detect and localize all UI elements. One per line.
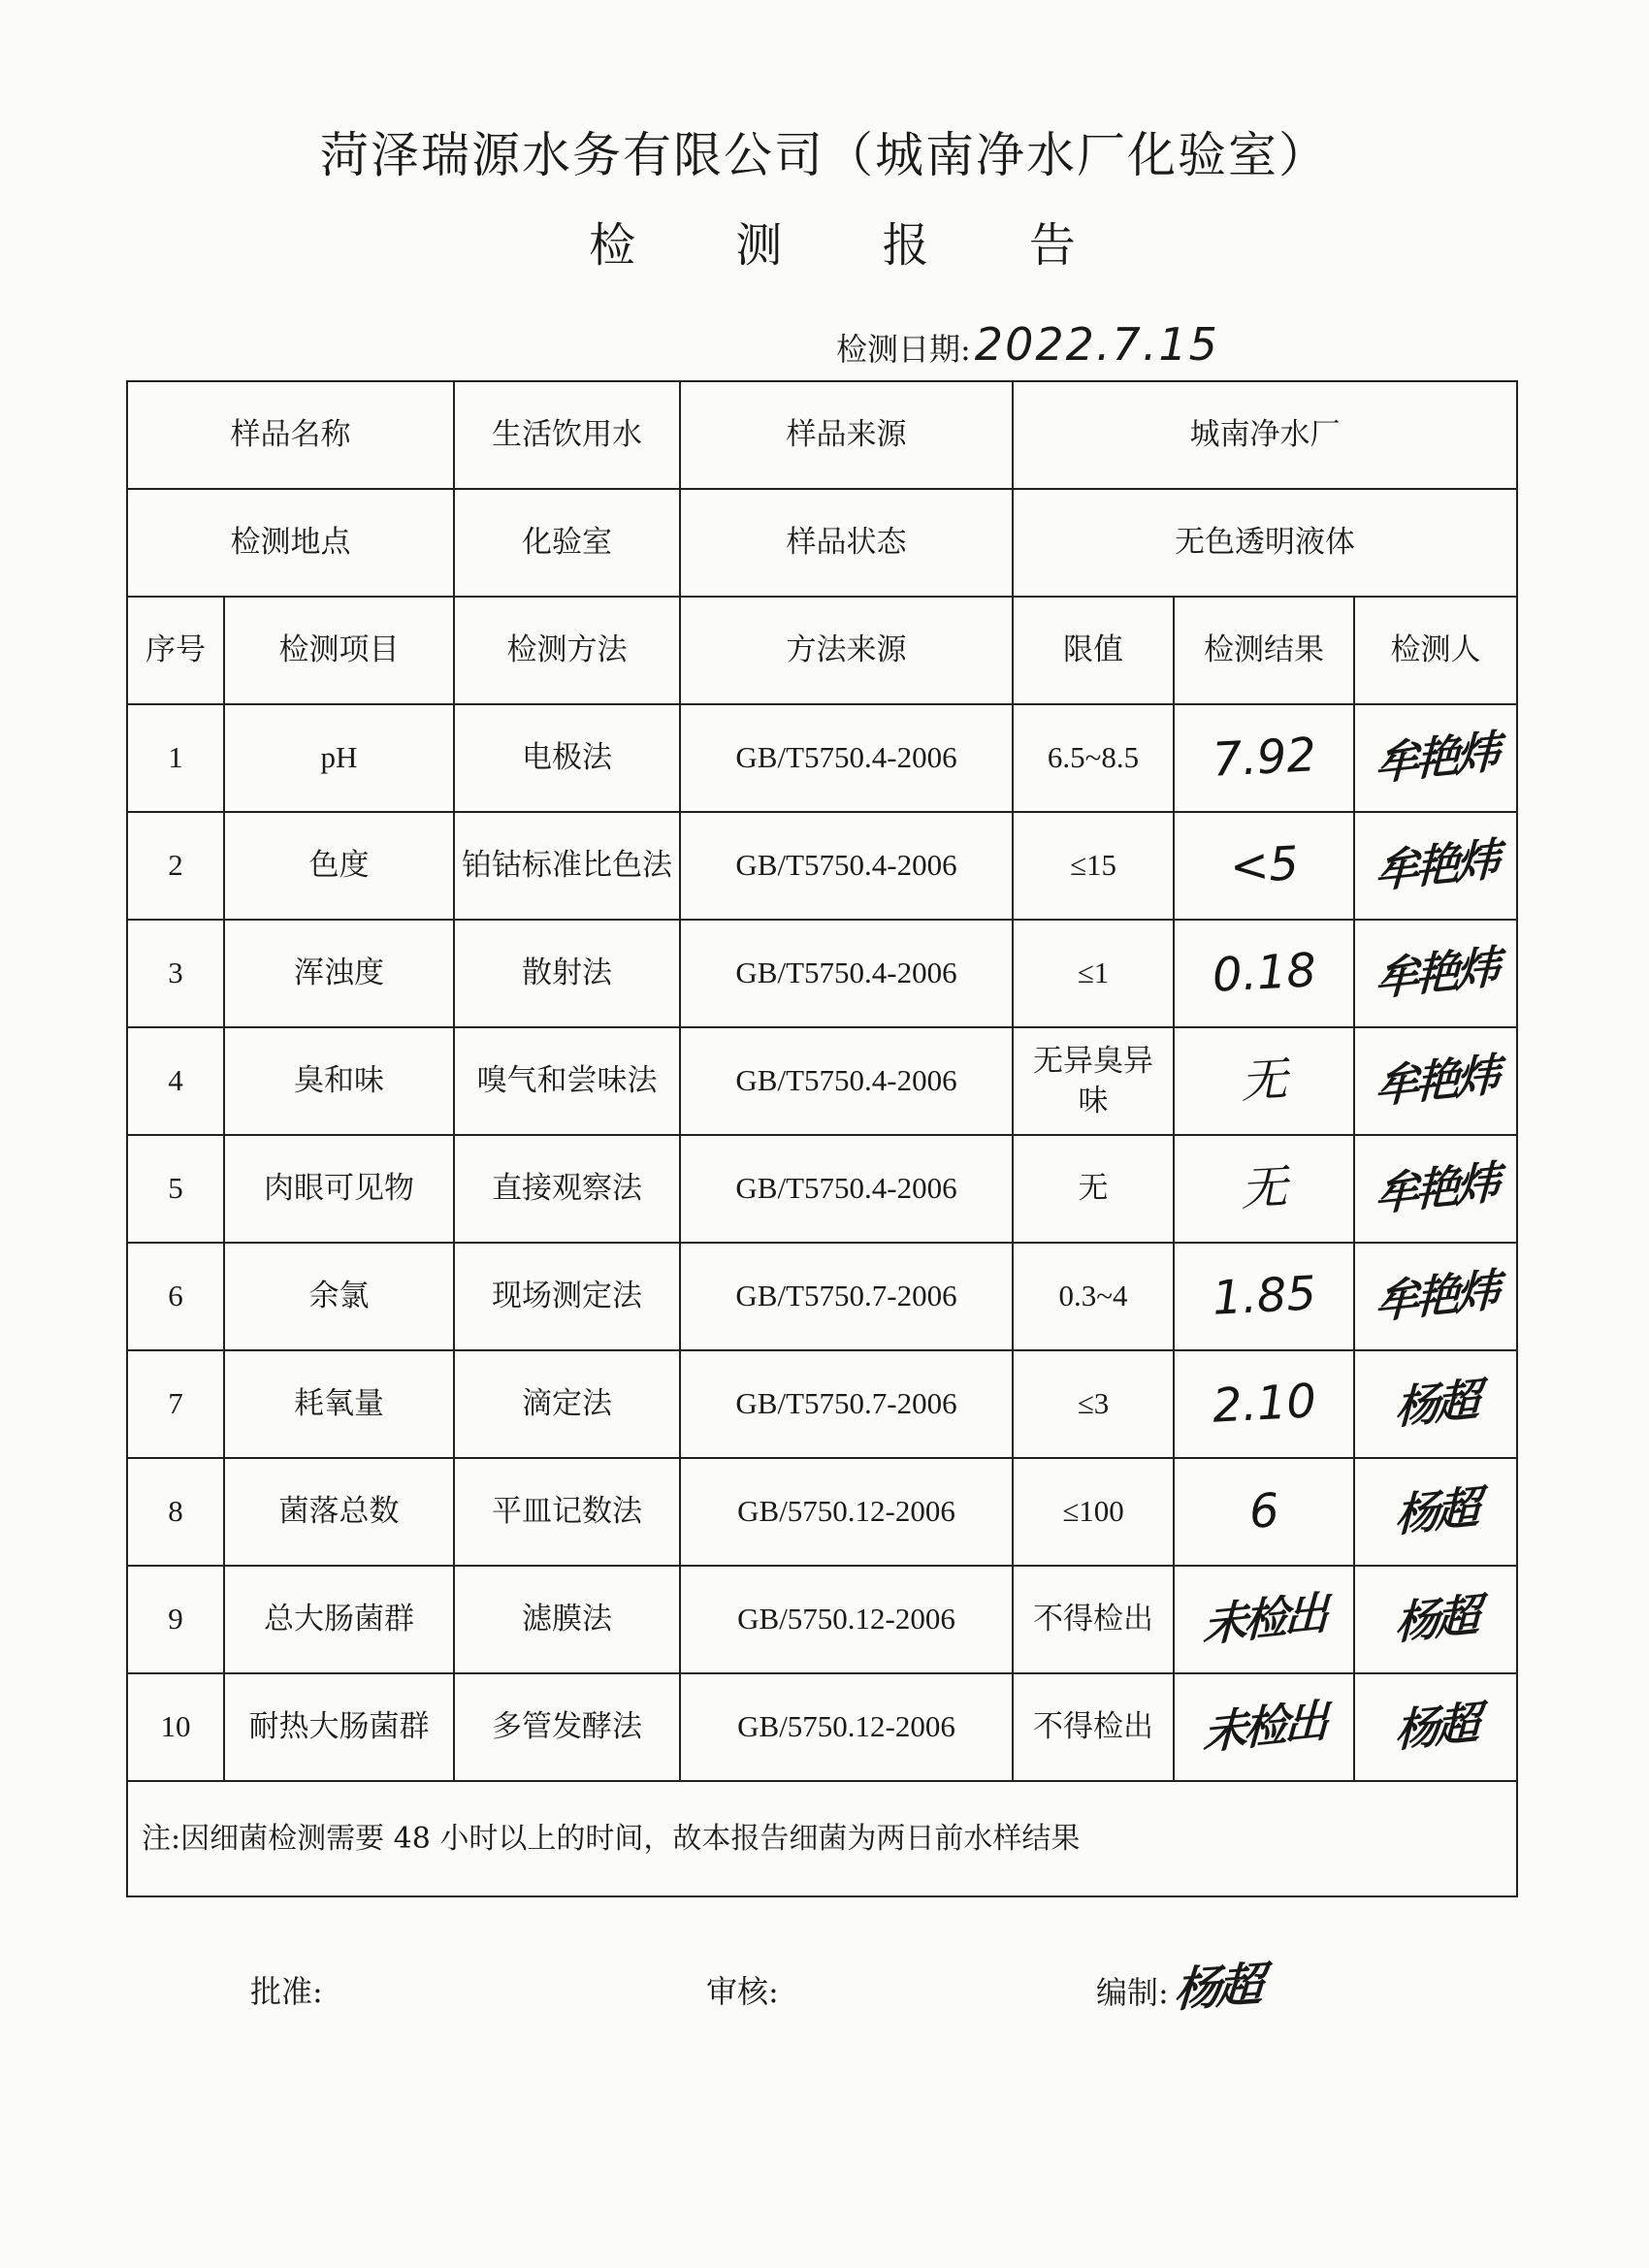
row-method: 电极法 [454, 704, 680, 812]
approve-label: 批准: [250, 1973, 323, 2010]
note-text: 注:因细菌检测需要 48 小时以上的时间，故本报告细菌为两日前水样结果 [127, 1781, 1517, 1896]
row-method: 现场测定法 [454, 1243, 680, 1350]
row-item: 余氯 [224, 1243, 454, 1350]
row-no: 6 [127, 1243, 224, 1350]
table-row [127, 1135, 1517, 1243]
info-row-location [127, 489, 1517, 597]
col-header-result: 检测结果 [1174, 597, 1354, 704]
row-result-value: 未检出 [1202, 1693, 1326, 1760]
row-limit: ≤15 [1013, 812, 1174, 920]
row-tester [1354, 1673, 1517, 1781]
compile-label: 编制: [1096, 1974, 1169, 2011]
row-limit: 无异臭异味 [1013, 1027, 1174, 1135]
table-row [127, 1673, 1517, 1781]
row-tester-signature: 杨超 [1394, 1372, 1477, 1435]
table-row [127, 1566, 1517, 1673]
row-limit: 无 [1013, 1135, 1174, 1243]
row-source: GB/5750.12-2006 [680, 1458, 1013, 1566]
row-tester [1354, 1135, 1517, 1243]
note-row [127, 1781, 1517, 1896]
test-date [836, 318, 1219, 371]
test-date-value: 2022.7.15 [974, 318, 1219, 371]
row-limit: 不得检出 [1013, 1673, 1174, 1781]
row-tester-signature: 牟艳炜 [1374, 724, 1498, 791]
row-source: GB/T5750.4-2006 [680, 1027, 1013, 1135]
row-result-value: 6 [1247, 1483, 1280, 1540]
row-item: 浑浊度 [224, 920, 454, 1027]
row-limit: ≤100 [1013, 1458, 1174, 1566]
row-method: 散射法 [454, 920, 680, 1027]
row-tester [1354, 704, 1517, 812]
table-row [127, 920, 1517, 1027]
row-method: 滤膜法 [454, 1566, 680, 1673]
row-no: 3 [127, 920, 224, 1027]
row-tester-signature: 牟艳炜 [1374, 831, 1498, 898]
col-header-source: 方法来源 [680, 597, 1013, 704]
row-source: GB/T5750.4-2006 [680, 812, 1013, 920]
row-tester [1354, 1566, 1517, 1673]
approve-field [250, 1967, 323, 2012]
table-row [127, 1350, 1517, 1458]
row-item: pH [224, 704, 454, 812]
row-result-value: 无 [1239, 1160, 1289, 1217]
row-result-value: 无 [1239, 1053, 1289, 1110]
table-row [127, 1243, 1517, 1350]
state-label: 样品状态 [680, 489, 1013, 597]
row-source: GB/5750.12-2006 [680, 1673, 1013, 1781]
row-source: GB/5750.12-2006 [680, 1566, 1013, 1673]
row-no: 8 [127, 1458, 224, 1566]
sample-name-value: 生活饮用水 [454, 381, 680, 489]
col-header-method: 检测方法 [454, 597, 680, 704]
row-method: 直接观察法 [454, 1135, 680, 1243]
row-tester-signature: 牟艳炜 [1374, 939, 1498, 1006]
review-field [706, 1967, 779, 2012]
compile-field [1096, 1950, 1260, 2017]
row-tester [1354, 1350, 1517, 1458]
table-row [127, 1458, 1517, 1566]
row-result-value: 1.85 [1211, 1266, 1317, 1327]
row-source: GB/T5750.4-2006 [680, 920, 1013, 1027]
row-no: 10 [127, 1673, 224, 1781]
col-header-no: 序号 [127, 597, 224, 704]
row-no: 1 [127, 704, 224, 812]
row-tester-signature: 牟艳炜 [1374, 1262, 1498, 1329]
row-tester-signature: 牟艳炜 [1374, 1047, 1498, 1114]
row-result-value: 2.10 [1211, 1374, 1317, 1435]
row-result [1174, 1458, 1354, 1566]
row-item: 菌落总数 [224, 1458, 454, 1566]
row-limit: 不得检出 [1013, 1566, 1174, 1673]
row-method: 嗅气和尝味法 [454, 1027, 680, 1135]
row-item: 臭和味 [224, 1027, 454, 1135]
row-no: 5 [127, 1135, 224, 1243]
row-method: 铂钴标准比色法 [454, 812, 680, 920]
compile-signature: 杨超 [1172, 1957, 1262, 2019]
row-result [1174, 704, 1354, 812]
test-date-label: 检测日期: [836, 331, 971, 368]
row-tester-signature: 牟艳炜 [1374, 1154, 1498, 1221]
row-item: 总大肠菌群 [224, 1566, 454, 1673]
location-value: 化验室 [454, 489, 680, 597]
row-tester [1354, 1458, 1517, 1566]
row-source: GB/T5750.4-2006 [680, 1135, 1013, 1243]
state-value: 无色透明液体 [1013, 489, 1517, 597]
row-method: 滴定法 [454, 1350, 680, 1458]
row-source: GB/T5750.7-2006 [680, 1243, 1013, 1350]
row-result-value: <5 [1228, 836, 1300, 895]
location-label: 检测地点 [127, 489, 454, 597]
row-no: 7 [127, 1350, 224, 1458]
sample-source-value: 城南净水厂 [1013, 381, 1517, 489]
info-row-sample [127, 381, 1517, 489]
sample-name-label: 样品名称 [127, 381, 454, 489]
row-item: 耗氧量 [224, 1350, 454, 1458]
row-tester-signature: 杨超 [1394, 1587, 1477, 1650]
row-item: 肉眼可见物 [224, 1135, 454, 1243]
review-label: 审核: [706, 1973, 779, 2010]
row-limit: ≤3 [1013, 1350, 1174, 1458]
row-no: 9 [127, 1566, 224, 1673]
col-header-tester: 检测人 [1354, 597, 1517, 704]
row-result-value: 未检出 [1202, 1585, 1326, 1652]
col-header-limit: 限值 [1013, 597, 1174, 704]
row-tester [1354, 920, 1517, 1027]
col-header-item: 检测项目 [224, 597, 454, 704]
table-row [127, 1027, 1517, 1135]
report-table [126, 380, 1518, 1897]
row-tester-signature: 杨超 [1394, 1479, 1477, 1542]
column-header-row [127, 597, 1517, 704]
row-source: GB/T5750.7-2006 [680, 1350, 1013, 1458]
sample-source-label: 样品来源 [680, 381, 1013, 489]
row-result [1174, 1027, 1354, 1135]
row-limit: 0.3~4 [1013, 1243, 1174, 1350]
row-limit: 6.5~8.5 [1013, 704, 1174, 812]
row-result [1174, 1243, 1354, 1350]
row-method: 平皿记数法 [454, 1458, 680, 1566]
row-tester-signature: 杨超 [1394, 1695, 1477, 1758]
row-result [1174, 920, 1354, 1027]
row-tester [1354, 1027, 1517, 1135]
row-result [1174, 1350, 1354, 1458]
row-item: 色度 [224, 812, 454, 920]
row-result-value: 0.18 [1211, 943, 1317, 1004]
report-title: 检 测 报 告 [589, 218, 1118, 273]
row-result [1174, 1566, 1354, 1673]
row-result [1174, 1135, 1354, 1243]
row-no: 4 [127, 1027, 224, 1135]
row-tester [1354, 812, 1517, 920]
row-result [1174, 812, 1354, 920]
table-row [127, 704, 1517, 812]
row-result-value: 7.92 [1211, 728, 1317, 789]
row-limit: ≤1 [1013, 920, 1174, 1027]
row-item: 耐热大肠菌群 [224, 1673, 454, 1781]
row-tester [1354, 1243, 1517, 1350]
row-source: GB/T5750.4-2006 [680, 704, 1013, 812]
row-result [1174, 1673, 1354, 1781]
company-title: 菏泽瑞源水务有限公司（城南净水厂化验室） [320, 127, 1329, 183]
table-row [127, 812, 1517, 920]
row-no: 2 [127, 812, 224, 920]
row-method: 多管发酵法 [454, 1673, 680, 1781]
